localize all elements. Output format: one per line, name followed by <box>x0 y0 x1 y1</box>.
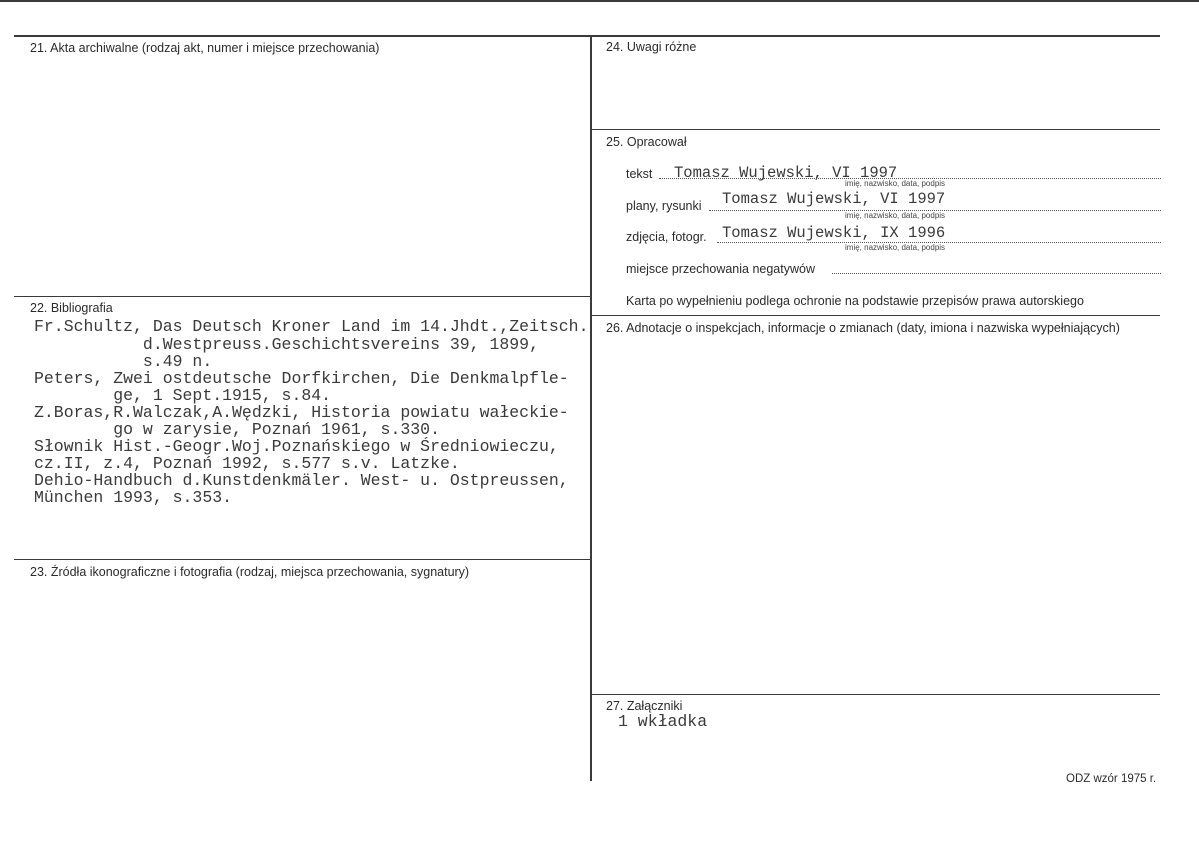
bibliography-line: Słownik Hist.-Geogr.Woj.Poznańskiego w Średniowieczu, <box>34 437 559 456</box>
rule-27 <box>592 694 1160 695</box>
bibliography-line: s.49 n. <box>34 352 213 371</box>
section-21-label: 21. Akta archiwalne (rodzaj akt, numer i miejsce przechowania) <box>30 41 380 55</box>
drawings-author-label: plany, rysunki <box>626 199 702 213</box>
drawings-author-caption: imię, nazwisko, data, podpis <box>845 211 946 220</box>
rule-22 <box>14 296 591 297</box>
bibliography-line: Dehio-Handbuch d.Kunstdenkmäler. West- u. Ostpreussen, <box>34 471 569 490</box>
photos-author-caption: imię, nazwisko, data, podpis <box>845 243 946 252</box>
form-version: ODZ wzór 1975 r. <box>1066 773 1157 785</box>
attachments-value: 1 wkładka <box>618 712 708 731</box>
section-26-label: 26. Adnotacje o inspekcjach, informacje o zmianach (daty, imiona i nazwiska wypełniających) <box>606 321 1120 335</box>
rule-23 <box>14 559 591 560</box>
drawings-author-value: Tomasz Wujewski, VI 1997 <box>722 190 946 208</box>
bibliography-line: Z.Boras,R.Walczak,A.Wędzki, Historia powiatu wałeckie- <box>34 403 569 422</box>
section-25-label: 25. Opracował <box>606 135 687 149</box>
rule-26 <box>592 315 1160 316</box>
section-27-label: 27. Załączniki <box>606 699 683 713</box>
bibliography-line: ge, 1 Sept.1915, s.84. <box>34 386 332 405</box>
photos-author-value: Tomasz Wujewski, IX 1996 <box>722 224 946 242</box>
bibliography-line: München 1993, s.353. <box>34 488 233 507</box>
bibliography-line: d.Westpreuss.Geschichtsvereins 39, 1899, <box>34 335 539 354</box>
bibliography-line: go w zarysie, Poznań 1961, s.330. <box>34 420 440 439</box>
rule-25 <box>592 129 1160 130</box>
text-author-value: Tomasz Wujewski, VI 1997 <box>674 164 898 182</box>
copyright-note: Karta po wypełnieniu podlega ochronie na podstawie przepisów prawa autorskiego <box>626 294 1084 308</box>
negatives-location-label: miejsce przechowania negatywów <box>626 262 815 276</box>
bibliography-line: cz.II, z.4, Poznań 1992, s.577 s.v. Latzke. <box>34 454 460 473</box>
text-author-caption: imię, nazwisko, data, podpis <box>845 179 946 188</box>
bibliography-line: Peters, Zwei ostdeutsche Dorfkirchen, Die Denkmalpfle- <box>34 369 569 388</box>
negatives-location-dotline <box>832 273 1161 274</box>
top-rule <box>14 35 1160 37</box>
text-author-label: tekst <box>626 167 653 181</box>
center-divider <box>590 36 592 781</box>
top-border <box>0 0 1199 2</box>
bibliography-line: Fr.Schultz, Das Deutsch Kroner Land im 14.Jhdt.,Zeitsch. <box>34 317 589 336</box>
section-24-label: 24. Uwagi różne <box>606 40 697 54</box>
section-22-label: 22. Bibliografia <box>30 301 113 315</box>
photos-author-label: zdjęcia, fotogr. <box>626 230 707 244</box>
section-23-label: 23. Źródła ikonograficzne i fotografia (rodzaj, miejsca przechowania, sygnatury) <box>30 565 470 579</box>
